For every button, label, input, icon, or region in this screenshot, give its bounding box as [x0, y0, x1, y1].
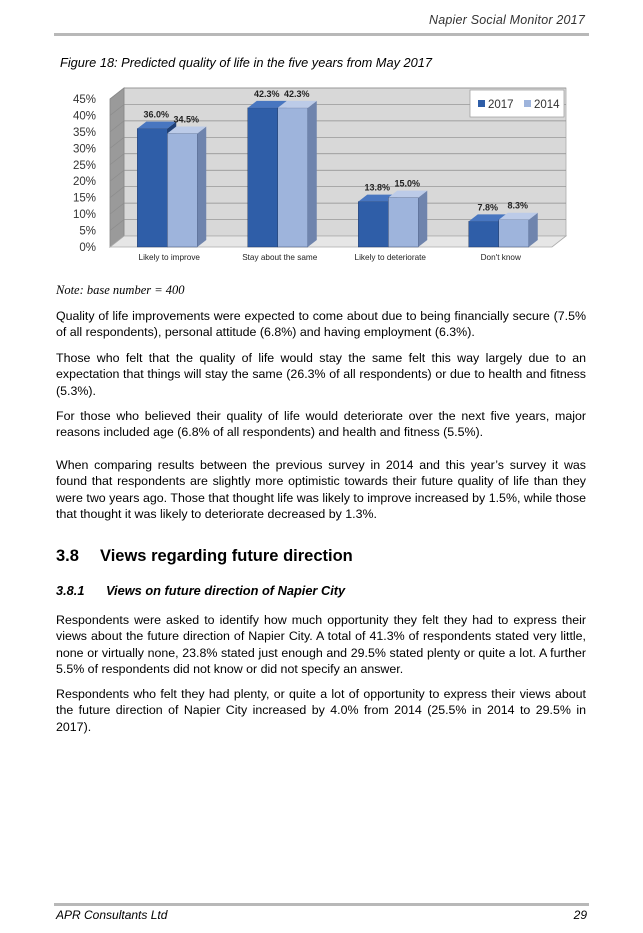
data-label: 8.3% — [507, 200, 529, 211]
bar-chart — [62, 78, 582, 268]
paragraph-opportunity-change: Respondents who felt they had plenty, or quite a lot of opportunity to express their views about the future direction of Napier City increased by 4.0% from 2014 (25.5% in 2014 to 29.5% in 2017). — [56, 687, 586, 734]
y-tick-label: 25% — [72, 159, 96, 172]
paragraph-deteriorate: For those who believed their quality of life would deteriorate over the next five years, major reasons included age (6.8% of all respondents) and health and fitness (5.5%). — [56, 409, 586, 440]
x-category-label: Likely to deteriorate — [354, 253, 426, 262]
data-label: 42.3% — [283, 88, 310, 99]
y-tick-label: 15% — [72, 192, 96, 205]
bar-2014-1 — [278, 108, 308, 247]
footer-rule — [54, 903, 589, 906]
bar-side-2014-0 — [197, 127, 206, 247]
bar-2017-3 — [469, 221, 499, 247]
data-label: 42.3% — [253, 88, 280, 99]
figure-caption: Figure 18: Predicted quality of life in the five years from May 2017 — [60, 55, 433, 70]
footer-company: APR Consultants Ltd — [56, 908, 168, 922]
paragraph-opportunity: Respondents were asked to identify how much opportunity they felt they had to express their views about the future direction of Napier City. A total of 41.3% of respondents stated very little, none or virtually none, 23.8% stated just enough and 29.5% stated plenty or quite a lot. A further 5.5% of respondents did not know or did not specify an answer. — [56, 613, 586, 676]
section-title: Views regarding future direction — [100, 547, 353, 565]
bar-2017-1 — [248, 108, 278, 247]
paragraph-comparison: When comparing results between the previous survey in 2014 and this year’s survey it was found that respondents are slightly more optimistic towards their future quality of life than they were two years ago. Those that thought life was likely to improve increased by 1.5%, while those that thought it was likely to deteriorate decreased by 1.3%. — [56, 458, 586, 521]
x-category-label: Stay about the same — [242, 253, 318, 262]
bar-2017-0 — [137, 129, 167, 247]
data-label: 7.8% — [477, 202, 499, 213]
bar-side-2014-1 — [308, 101, 317, 247]
chart-side-wall — [110, 88, 124, 247]
data-label: 15.0% — [394, 178, 421, 189]
chart-note: Note: base number = 400 — [56, 283, 185, 297]
legend-swatch-2014 — [524, 100, 531, 107]
subsection-heading — [56, 583, 345, 598]
section-number: 3.8 — [56, 547, 79, 565]
paragraph-stay-same: Those who felt that the quality of life would stay the same felt this way largely due to an expectation that things will stay the same (26.3% of all respondents) or due to health and fitness (5.3%). — [56, 351, 586, 398]
bar-2014-0 — [167, 134, 197, 247]
data-label: 36.0% — [143, 109, 170, 120]
y-tick-label: 20% — [72, 176, 96, 189]
y-tick-label: 0% — [79, 242, 96, 254]
chart-svg — [62, 78, 582, 268]
y-tick-label: 40% — [72, 110, 96, 123]
bar-2014-3 — [499, 220, 529, 247]
subsection-number: 3.8.1 — [56, 583, 85, 598]
bar-2014-2 — [388, 198, 418, 247]
section-heading — [56, 547, 353, 566]
y-tick-label: 35% — [72, 126, 96, 139]
x-category-label: Likely to improve — [138, 253, 200, 262]
legend-swatch-2017 — [478, 100, 485, 107]
header-rule — [54, 33, 589, 36]
bar-side-2014-2 — [418, 191, 427, 247]
legend-label-2014: 2014 — [534, 99, 560, 111]
y-tick-label: 45% — [72, 94, 96, 106]
paragraph-improvements: Quality of life improvements were expected to come about due to being financially secure (7.5% of all respondents), personal attitude (6.8%) and having employment (6.3%). — [56, 309, 586, 340]
subsection-title: Views on future direction of Napier City — [106, 583, 346, 598]
x-category-label: Don't know — [480, 253, 521, 262]
legend-label-2017: 2017 — [488, 99, 514, 111]
data-label: 34.5% — [173, 114, 200, 125]
page-header-title: Napier Social Monitor 2017 — [429, 13, 585, 27]
data-label: 13.8% — [364, 182, 391, 193]
y-tick-label: 5% — [79, 225, 96, 238]
page-number: 29 — [573, 908, 587, 922]
y-tick-label: 10% — [72, 209, 96, 222]
y-tick-label: 30% — [72, 143, 96, 156]
bar-2017-2 — [358, 202, 388, 247]
